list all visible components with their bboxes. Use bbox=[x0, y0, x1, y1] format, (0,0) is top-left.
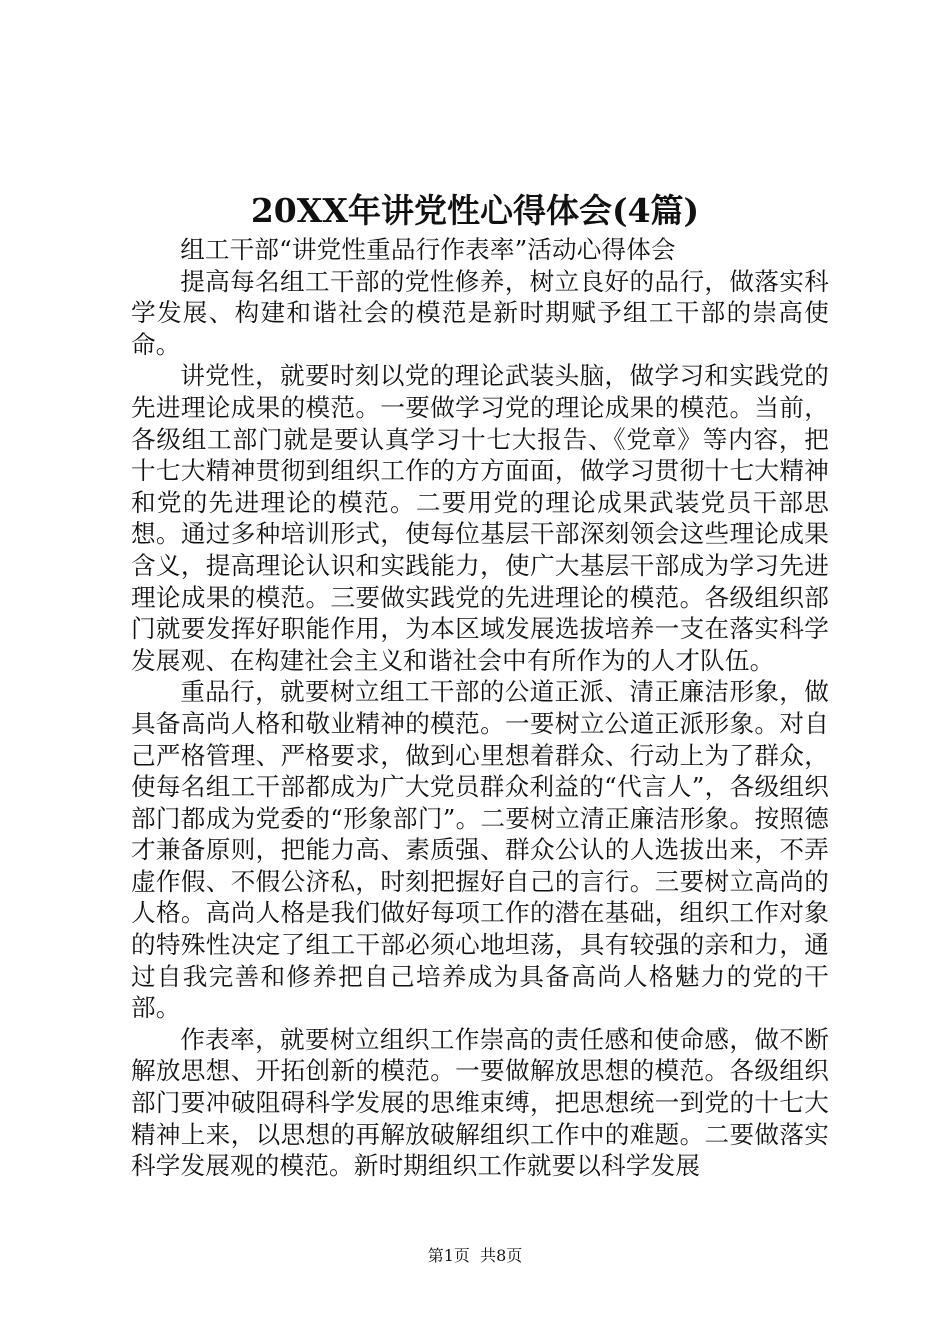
document-title: 20XX年讲党性心得体会(4篇) bbox=[250, 191, 700, 230]
paragraph-party-spirit: 讲党性，就要时刻以党的理论武装头脑，做学习和实践党的先进理论成果的模范。一要做学习党的理论成果的模范。当前，各级组工部门就是要认真学习十七大报告、《党章》等内容，把十七大精神贯彻到组织工作的方方面面，做学习贯彻十七大精神和党的先进理论的模范。二要用党的理论成果武装党员干部思想。通过多种培训形式，使每位基层干部深刻领会这些理论成果含义，提高理论认识和实践能力，使广大基层干部成为学习先进理论成果的模范。三要做实践党的先进理论的模范。各级组织部门就要发挥好职能作用，为本区域发展选拔培养一支在落实科学发展观、在构建社会主义和谐社会中有所作为的人才队伍。 bbox=[131, 361, 829, 675]
paragraph-example: 作表率，就要树立组织工作崇高的责任感和使命感，做不断解放思想、开拓创新的模范。一要做解放思想的模范。各级组织部门要冲破阻碍科学发展的思维束缚，把思想统一到党的十七大精神上来，以思想的再解放破解组织工作中的难题。二要做落实科学发展观的模范。新时期组织工作就要以科学发展 bbox=[131, 1024, 829, 1181]
paragraph-conduct: 重品行，就要树立组工干部的公道正派、清正廉洁形象，做具备高尚人格和敬业精神的模范。一要树立公道正派形象。对自己严格管理、严格要求，做到心里想着群众、行动上为了群众，使每名组工干部都成为广大党员群众利益的“代言人”，各级组织部门都成为党委的“形象部门”。二要树立清正廉洁形象。按照德才兼备原则，把能力高、素质强、群众公认的人选拔出来，不弄虚作假、不假公济私，时刻把握好自己的言行。三要树立高尚的人格。高尚人格是我们做好每项工作的潜在基础，组织工作对象的特殊性决定了组工干部必须心地坦荡，具有较强的亲和力，通过自我完善和修养把自己培养成为具备高尚人格魅力的党的干部。 bbox=[131, 677, 829, 1023]
paragraph-intro: 提高每名组工干部的党性修养，树立良好的品行，做落实科学发展、构建和谐社会的模范是新时期赋予组工干部的崇高使命。 bbox=[131, 266, 829, 359]
page-footer: 第1页 共8页 bbox=[427, 1246, 523, 1265]
document-body bbox=[131, 234, 829, 1182]
paragraph-subtitle: 组工干部“讲党性重品行作表率”活动心得体会 bbox=[180, 235, 676, 264]
